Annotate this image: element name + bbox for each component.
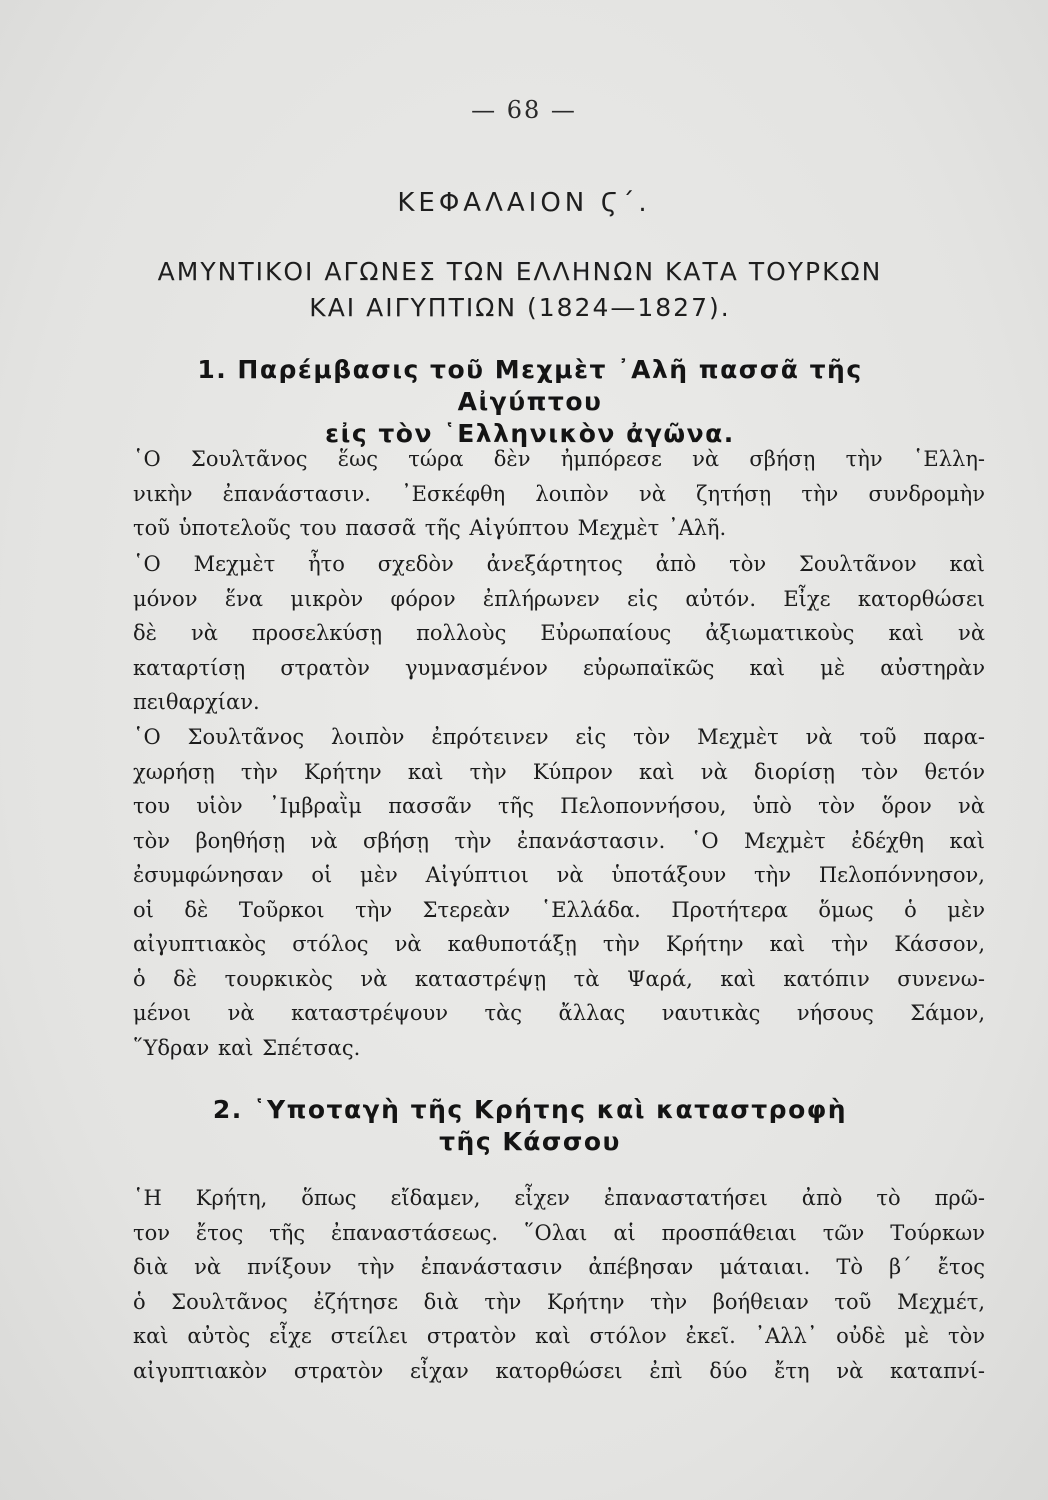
text-line: του υἱὸν ᾿Ιμβραῒμ πασσᾶν τῆς Πελοποννήσου, ὑπὸ τὸν ὅρον νὰ xyxy=(133,794,985,818)
paragraph-1 xyxy=(133,442,985,546)
text-line: δὲ νὰ προσελκύσῃ πολλοὺς Εὐρωπαίους ἀξιωματικοὺς καὶ νὰ xyxy=(133,621,985,645)
section-heading-line: 1. Παρέμβασις τοῦ Μεχμὲτ ᾿Αλῆ πασσᾶ τῆς Αἰγύπτου xyxy=(197,355,863,416)
paragraph-3 xyxy=(133,720,985,1065)
chapter-subtitle-line: ΚΑΙ ΑΙΓΥΠΤΙΩΝ (1824—1827). xyxy=(309,293,731,322)
text-line: οἱ δὲ Τοῦρκοι τὴν Στερεὰν ῾Ελλάδα. Προτήτερα ὅμως ὁ μὲν xyxy=(133,897,985,922)
paragraph-2 xyxy=(133,547,985,720)
text-line: διὰ νὰ πνίξουν τὴν ἐπανάστασιν ἀπέβησαν μάταιαι. Τὸ β΄ ἔτος xyxy=(133,1255,985,1279)
section-heading-1 xyxy=(120,354,940,450)
text-line: μόνον ἕνα μικρὸν φόρον ἐπλήρωνεν εἰς αὐτόν. Εἶχε κατορθώσει xyxy=(133,586,985,611)
text-line: αἰγυπτιακὸν στρατὸν εἶχαν κατορθώσει ἐπὶ δύο ἔτη νὰ καταπνί- xyxy=(133,1358,985,1383)
text-line: τὸν βοηθήσῃ νὰ σβήσῃ τὴν ἐπανάστασιν. ῾Ο Μεχμὲτ ἐδέχθη καὶ xyxy=(133,828,985,853)
text-line: ὁ δὲ τουρκικὸς νὰ καταστρέψῃ τὰ Ψαρά, καὶ κατόπιν συνενω- xyxy=(133,966,985,991)
paragraph-4 xyxy=(133,1181,985,1388)
section-heading-line: εἰς τὸν ῾Ελληνικὸν ἀγῶνα. xyxy=(325,419,735,448)
text-line: πειθαρχίαν. xyxy=(133,690,260,714)
text-line: καὶ αὐτὸς εἶχε στείλει στρατὸν καὶ στόλον ἐκεῖ. ᾿Αλλ᾿ οὐδὲ μὲ τὸν xyxy=(133,1324,985,1348)
text-line: χωρήσῃ τὴν Κρήτην καὶ τὴν Κύπρον καὶ νὰ διορίσῃ τὸν θετόν xyxy=(133,759,985,784)
text-line: νικὴν ἐπανάστασιν. ᾿Εσκέφθη λοιπὸν νὰ ζητήσῃ τὴν συνδρομὴν xyxy=(133,481,985,506)
text-line: αἰγυπτιακὸς στόλος νὰ καθυποτάξῃ τὴν Κρήτην καὶ τὴν Κάσσον, xyxy=(133,932,985,956)
text-line: ῾Ο Μεχμὲτ ἦτο σχεδὸν ἀνεξάρτητος ἀπὸ τὸν Σουλτᾶνον καὶ xyxy=(133,552,985,576)
text-line: ὁ Σουλτᾶνος ἐζήτησε διὰ τὴν Κρήτην τὴν βοήθειαν τοῦ Μεχμέτ, xyxy=(133,1289,985,1314)
chapter-title: ΚΕΦΑΛΑΙΟΝ Ϛ΄. xyxy=(397,188,651,218)
text-line: ῞Υδραν καὶ Σπέτσας. xyxy=(133,1035,361,1060)
section-heading-2 xyxy=(120,1094,940,1158)
text-line: τοῦ ὑποτελοῦς του πασσᾶ τῆς Αἰγύπτου Μεχμὲτ ᾿Αλῆ. xyxy=(133,516,727,540)
section-heading-line: 2. ῾Υποταγὴ τῆς Κρήτης καὶ καταστροφὴ xyxy=(212,1095,848,1124)
chapter-subtitle xyxy=(120,254,920,326)
text-line: τον ἔτος τῆς ἐπαναστάσεως. ῞Ολαι αἱ προσπάθειαι τῶν Τούρκων xyxy=(133,1220,985,1245)
text-line: καταρτίσῃ στρατὸν γυμνασμένον εὐρωπαϊκῶς καὶ μὲ αὐστηρὰν xyxy=(133,655,985,680)
text-line: μένοι νὰ καταστρέψουν τὰς ἄλλας ναυτικὰς νήσους Σάμον, xyxy=(133,1001,985,1025)
section-heading-line: τῆς Κάσσου xyxy=(439,1127,621,1156)
chapter-subtitle-line: ΑΜΥΝΤΙΚΟΙ ΑΓΩΝΕΣ ΤΩΝ ΕΛΛΗΝΩΝ ΚΑΤΑ ΤΟΥΡΚΩΝ xyxy=(157,257,883,286)
text-line: ἐσυμφώνησαν οἱ μὲν Αἰγύπτιοι νὰ ὑποτάξουν τὴν Πελοπόννησον, xyxy=(133,863,985,887)
text-line: ῾Ο Σουλτᾶνος ἕως τώρα δὲν ἠμπόρεσε νὰ σβήσῃ τὴν ῾Ελλη- xyxy=(133,447,985,471)
page-number: — 68 — xyxy=(471,96,577,124)
text-line: ῾Ο Σουλτᾶνος λοιπὸν ἐπρότεινεν εἰς τὸν Μεχμὲτ νὰ τοῦ παρα- xyxy=(133,725,985,749)
text-line: ῾Η Κρήτη, ὅπως εἴδαμεν, εἶχεν ἐπαναστατήσει ἀπὸ τὸ πρῶ- xyxy=(133,1186,985,1210)
